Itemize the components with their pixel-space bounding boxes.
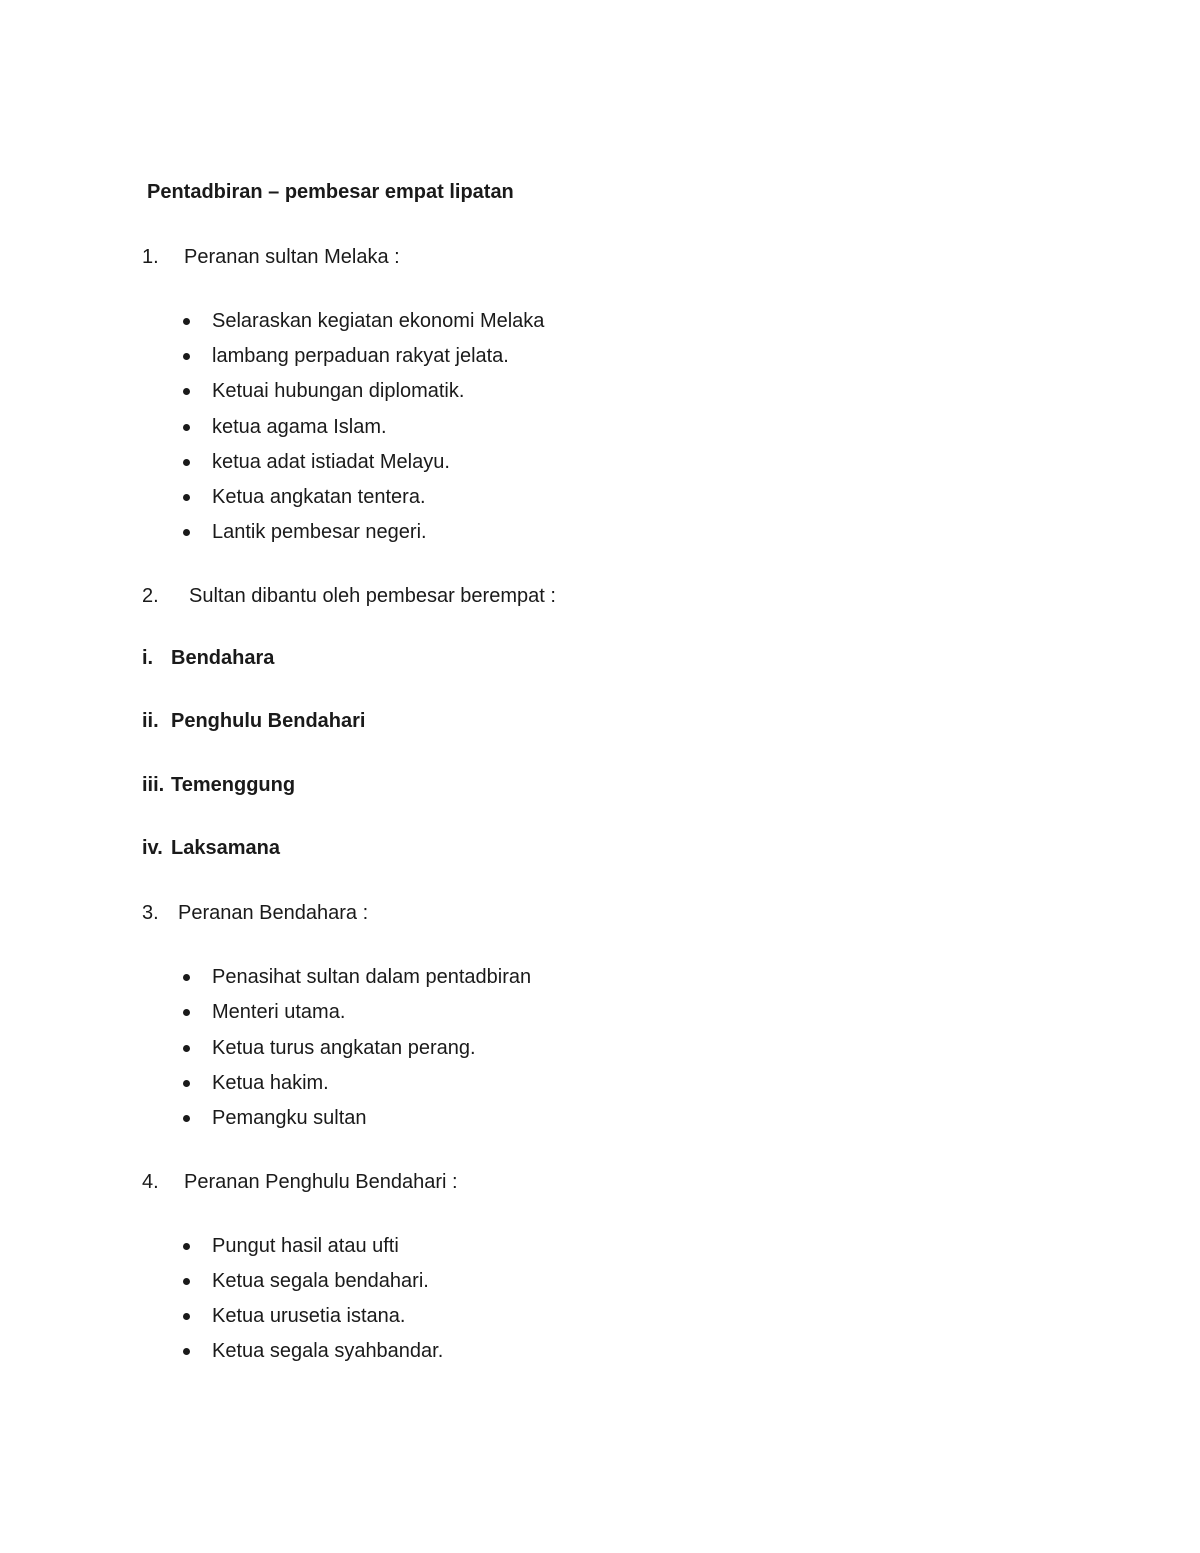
bullet-icon <box>183 1115 190 1122</box>
bullet-icon <box>183 1348 190 1355</box>
section-3-heading: Peranan Bendahara : <box>178 902 369 924</box>
list-item-text: lambang perpaduan rakyat jelata. <box>212 345 509 367</box>
list-item-text: Selaraskan kegiatan ekonomi Melaka <box>212 310 545 332</box>
bullet-icon <box>183 388 190 395</box>
bullet-icon <box>183 459 190 466</box>
pembesar-name: Temenggung <box>171 774 296 796</box>
page-title: Pentadbiran – pembesar empat lipatan <box>147 181 514 203</box>
list-item-text: Ketua segala syahbandar. <box>212 1340 444 1362</box>
bullet-icon <box>183 1009 190 1016</box>
section-2-number: 2. <box>142 585 159 607</box>
bullet-icon <box>183 1313 190 1320</box>
section-1-number: 1. <box>142 246 159 268</box>
bullet-icon <box>183 318 190 325</box>
bullet-icon <box>183 974 190 981</box>
bullet-icon <box>183 1045 190 1052</box>
pembesar-numeral: iii. <box>142 774 165 796</box>
list-item-text: ketua agama Islam. <box>212 416 387 438</box>
list-item-text: Pemangku sultan <box>212 1107 367 1129</box>
pembesar-name: Laksamana <box>171 837 280 859</box>
section-1-heading: Peranan sultan Melaka : <box>184 246 400 268</box>
pembesar-numeral: i. <box>142 647 154 669</box>
list-item-text: Pungut hasil atau ufti <box>212 1235 399 1257</box>
pembesar-numeral: ii. <box>142 710 159 732</box>
bullet-icon <box>183 424 190 431</box>
bullet-icon <box>183 1278 190 1285</box>
bullet-icon <box>183 529 190 536</box>
section-2-heading: Sultan dibantu oleh pembesar berempat : <box>189 585 556 607</box>
list-item-text: Ketuai hubungan diplomatik. <box>212 380 465 402</box>
section-4-heading: Peranan Penghulu Bendahari : <box>184 1171 458 1193</box>
list-item-text: Menteri utama. <box>212 1001 346 1023</box>
bullet-icon <box>183 1080 190 1087</box>
pembesar-name: Penghulu Bendahari <box>171 710 366 732</box>
list-item-text: Ketua turus angkatan perang. <box>212 1037 476 1059</box>
pembesar-name: Bendahara <box>171 647 275 669</box>
list-item-text: Lantik pembesar negeri. <box>212 521 427 543</box>
list-item-text: ketua adat istiadat Melayu. <box>212 451 450 473</box>
section-4-number: 4. <box>142 1171 159 1193</box>
bullet-icon <box>183 353 190 360</box>
pembesar-numeral: iv. <box>142 837 163 859</box>
bullet-icon <box>183 494 190 501</box>
list-item-text: Ketua urusetia istana. <box>212 1305 406 1327</box>
list-item-text: Ketua hakim. <box>212 1072 329 1094</box>
list-item-text: Penasihat sultan dalam pentadbiran <box>212 966 532 988</box>
bullet-icon <box>183 1243 190 1250</box>
list-item-text: Ketua segala bendahari. <box>212 1270 429 1292</box>
section-3-number: 3. <box>142 902 159 924</box>
list-item-text: Ketua angkatan tentera. <box>212 486 426 508</box>
